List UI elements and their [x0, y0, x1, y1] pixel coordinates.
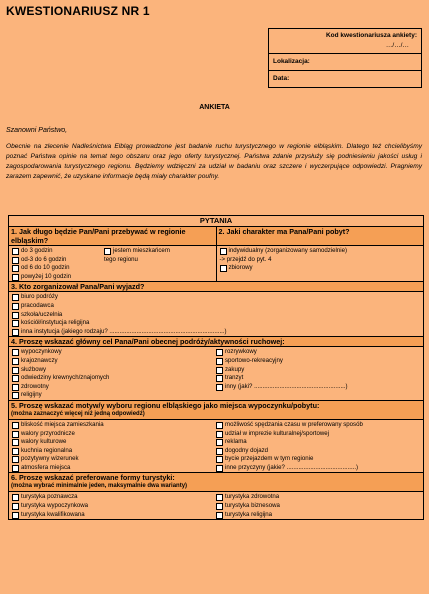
option-label: zakupy — [225, 365, 245, 373]
question-6-left — [12, 493, 216, 519]
option-label: biuro podróży — [21, 293, 58, 301]
question-4-options — [9, 347, 423, 400]
checkbox-icon[interactable] — [12, 358, 19, 365]
location-field[interactable] — [269, 54, 421, 71]
checkbox-icon[interactable] — [12, 392, 19, 399]
option-label: bycie przejazdem w tym regionie — [225, 455, 314, 463]
checkbox-icon[interactable] — [12, 248, 19, 255]
question-2 — [217, 227, 424, 281]
date-label: Data: — [273, 75, 290, 82]
checkbox-icon[interactable] — [216, 439, 223, 446]
checkbox-icon[interactable] — [216, 512, 223, 519]
option[interactable] — [12, 311, 420, 320]
greeting: Szanowni Państwo, — [6, 127, 68, 134]
option[interactable] — [216, 455, 420, 464]
checkbox-icon[interactable] — [12, 294, 19, 301]
option-label: pracodawca — [21, 301, 54, 309]
option-label: służbowy — [21, 365, 47, 373]
option-resident[interactable] — [104, 247, 213, 256]
option[interactable] — [216, 493, 420, 502]
question-5-sublabel: (można zaznaczyć więcej niż jedną odpowiedź) — [11, 410, 145, 417]
checkbox-icon[interactable] — [216, 448, 223, 455]
option-label: religijny — [21, 391, 42, 399]
option-label: sportowo-rekreacyjny — [225, 356, 283, 364]
option[interactable] — [216, 430, 420, 439]
option[interactable] — [12, 374, 216, 383]
question-6-options — [9, 492, 423, 519]
question-5 — [9, 401, 423, 474]
checkbox-icon[interactable] — [220, 265, 227, 272]
checkbox-icon[interactable] — [104, 248, 111, 255]
question-6-header — [9, 473, 423, 492]
option-label: inna instytucja (jakiego rodzaju? ....................................................................) — [21, 327, 227, 335]
option[interactable] — [12, 464, 216, 473]
option-label: kościół/instytucja religijna — [21, 319, 90, 327]
checkbox-icon[interactable] — [12, 422, 19, 429]
option-label: możliwość spędzania czasu w preferowany sposób — [225, 420, 363, 428]
option-label: odwiedziny krewnych/znajomych — [21, 374, 110, 382]
question-1-options — [9, 246, 216, 281]
survey-heading: ANKIETA — [199, 104, 230, 111]
option-label: udział w imprezie kulturalnej/sportowej — [225, 429, 329, 437]
question-1 — [9, 227, 217, 281]
option[interactable] — [12, 256, 104, 265]
checkbox-icon[interactable] — [12, 367, 19, 374]
survey-code-label: Kod kwestionariusza ankiety: — [325, 32, 417, 39]
question-2-options — [217, 246, 424, 273]
option[interactable] — [216, 438, 420, 447]
option-label: atmosfera miejsca — [21, 463, 71, 471]
option-label: inne przyczyny (jakie? .........................................) — [225, 463, 359, 471]
option[interactable] — [12, 357, 216, 366]
checkbox-icon[interactable] — [12, 503, 19, 510]
question-4 — [9, 337, 423, 401]
question-1-label: 1. Jak długo będzie Pan/Pani przebywać w regionie elbląskim? — [9, 227, 216, 246]
option[interactable] — [12, 511, 216, 520]
checkbox-icon[interactable] — [12, 349, 19, 356]
option-label: szkoła/uczelnia — [21, 310, 63, 318]
option[interactable] — [216, 447, 420, 456]
option-label: walory kulturowe — [21, 438, 67, 446]
date-field[interactable] — [269, 71, 421, 87]
question-6-label: 6. Proszę wskazać preferowane formy turystyki: — [11, 473, 175, 483]
questions-title: PYTANIA — [9, 216, 423, 227]
option-label: kuchnia regionalna — [21, 446, 73, 454]
option[interactable] — [12, 383, 216, 392]
option[interactable] — [12, 348, 216, 357]
questions-table — [8, 215, 424, 520]
checkbox-icon[interactable] — [12, 320, 19, 327]
option-label: rozrywkowy — [225, 348, 257, 356]
option-label: dogodny dojazd — [225, 446, 269, 454]
question-6-sublabel: (można wybrać minimalnie jeden, maksymalnie dwa warianty) — [11, 483, 188, 490]
option-label: zbiorowy — [228, 264, 253, 272]
option[interactable] — [12, 502, 216, 511]
checkbox-icon[interactable] — [216, 456, 223, 463]
checkbox-icon[interactable] — [216, 358, 223, 365]
option[interactable] — [216, 366, 420, 375]
question-1-options-col2 — [104, 247, 213, 281]
option-label: turystyka poznawcza — [21, 493, 78, 501]
checkbox-icon[interactable] — [216, 465, 223, 472]
question-5-header — [9, 401, 423, 420]
option-label: krajoznawczy — [21, 356, 58, 364]
checkbox-icon[interactable] — [12, 456, 19, 463]
location-label: Lokalizacja: — [273, 58, 310, 65]
option[interactable] — [216, 464, 420, 473]
option[interactable] — [12, 438, 216, 447]
option[interactable] — [12, 447, 216, 456]
checkbox-icon[interactable] — [12, 375, 19, 382]
option-label: reklama — [225, 438, 247, 446]
survey-meta-box — [268, 28, 422, 88]
option-label: od-3 do 6 godzin — [21, 255, 67, 263]
option-label: turystyka biznesowa — [225, 502, 280, 510]
checkbox-icon[interactable] — [12, 329, 19, 336]
checkbox-icon[interactable] — [12, 448, 19, 455]
option-label: turystyka zdrowotna — [225, 493, 280, 501]
document-title: KWESTIONARIUSZ NR 1 — [6, 4, 150, 18]
option-label: inny (jaki? ......................................................) — [225, 382, 348, 390]
option[interactable] — [12, 273, 104, 282]
checkbox-icon[interactable] — [12, 431, 19, 438]
question-3 — [9, 282, 423, 337]
option-label: wypoczynkowy — [21, 348, 62, 356]
option-label: pozytywny wizerunek — [21, 455, 79, 463]
question-5-label: 5. Proszę wskazać motyw/y wyboru regionu elbląskiego jako miejsca wypoczynku/pobytu: — [11, 400, 320, 410]
option[interactable] — [216, 383, 420, 392]
option[interactable] — [12, 319, 420, 328]
option[interactable] — [220, 264, 421, 273]
checkbox-icon[interactable] — [12, 494, 19, 501]
option[interactable] — [216, 421, 420, 430]
option[interactable] — [12, 391, 216, 400]
checkbox-icon[interactable] — [12, 312, 19, 319]
checkbox-icon[interactable] — [12, 465, 19, 472]
option[interactable] — [216, 374, 420, 383]
option[interactable] — [12, 302, 420, 311]
option-label: turystyka kwalifikowana — [21, 510, 85, 518]
checkbox-icon[interactable] — [12, 265, 19, 272]
checkbox-icon[interactable] — [216, 422, 223, 429]
intro-paragraph: Obecnie na zlecenie Nadleśnictwa Elbląg prowadzone jest badanie ruchu turystycznego w regionie elbląskim. Dlatego też chcielibyśmy poznać Państwa opinie na temat tego obszaru oraz jego oferty turystycznej. Państwa zdanie przysłuży się podniesieniu jakości usług i zagospodarowania turystycznego regionu. Będziemy wdzięczni za udział w badaniu oraz szczere i wyczerpujące odpowiedzi. Pragniemy zarazem zapewnić, że uzyskane informacje będą miały charakter poufny. — [6, 143, 422, 180]
option-label: powyżej 10 godzin — [21, 272, 72, 280]
checkbox-icon[interactable] — [12, 257, 19, 264]
question-1-options-col1 — [12, 247, 104, 281]
option-label: tranzyt — [225, 374, 244, 382]
option[interactable] — [12, 430, 216, 439]
option[interactable] — [216, 502, 420, 511]
question-6-right — [216, 493, 420, 519]
option[interactable] — [12, 421, 216, 430]
question-5-right — [216, 421, 420, 473]
option-label: walory przyrodnicze — [21, 429, 75, 437]
checkbox-icon[interactable] — [216, 349, 223, 356]
checkbox-icon[interactable] — [12, 512, 19, 519]
option-label: turystyka religijna — [225, 510, 273, 518]
question-2-label: 2. Jaki charakter ma Pana/Pani pobyt? — [217, 227, 424, 246]
checkbox-icon[interactable] — [216, 384, 223, 391]
checkbox-icon[interactable] — [216, 503, 223, 510]
checkbox-icon[interactable] — [216, 367, 223, 374]
survey-code-field[interactable] — [269, 29, 421, 54]
option-label: indywidualny (zorganizowany samodzielnie) — [228, 247, 348, 254]
question-5-left — [12, 421, 216, 473]
option[interactable] — [220, 247, 421, 256]
option-label: zdrowotny — [21, 382, 49, 390]
checkbox-icon[interactable] — [12, 303, 19, 310]
question-3-label: 3. Kto zorganizował Pana/Pani wyjazd? — [9, 282, 423, 292]
option-label: jestem mieszkańcem — [113, 247, 170, 254]
option-label-continued: tego regionu — [104, 255, 138, 263]
option-label: od 6 do 10 godzin — [21, 264, 70, 272]
option[interactable] — [216, 357, 420, 366]
checkbox-icon[interactable] — [12, 274, 19, 281]
checkbox-icon[interactable] — [216, 431, 223, 438]
checkbox-icon[interactable] — [216, 375, 223, 382]
option[interactable] — [12, 493, 216, 502]
option[interactable] — [12, 264, 104, 273]
question-4-right — [216, 348, 420, 400]
option[interactable] — [12, 366, 216, 375]
option-label: do 3 godzin — [21, 247, 53, 254]
option-note: -> przejdź do pyt. 4 — [219, 255, 272, 263]
question-4-left — [12, 348, 216, 400]
option[interactable] — [216, 511, 420, 520]
question-5-options — [9, 420, 423, 473]
checkbox-icon[interactable] — [12, 439, 19, 446]
checkbox-icon[interactable] — [12, 384, 19, 391]
option[interactable] — [12, 247, 104, 256]
checkbox-icon[interactable] — [220, 248, 227, 255]
survey-code-value: …/…/… — [385, 42, 409, 49]
option-label: bliskość miejsca zamieszkania — [21, 420, 104, 428]
q1-q2-row — [9, 227, 423, 282]
option-label: turystyka wypoczynkowa — [21, 502, 89, 510]
checkbox-icon[interactable] — [216, 494, 223, 501]
option[interactable] — [12, 328, 420, 337]
option[interactable] — [216, 348, 420, 357]
option[interactable] — [12, 293, 420, 302]
question-4-label: 4. Proszę wskazać główny cel Pana/Pani obecnej podróży/aktywności ruchowej: — [9, 337, 423, 347]
question-3-options — [9, 292, 423, 336]
question-6 — [9, 473, 423, 520]
option[interactable] — [12, 455, 216, 464]
